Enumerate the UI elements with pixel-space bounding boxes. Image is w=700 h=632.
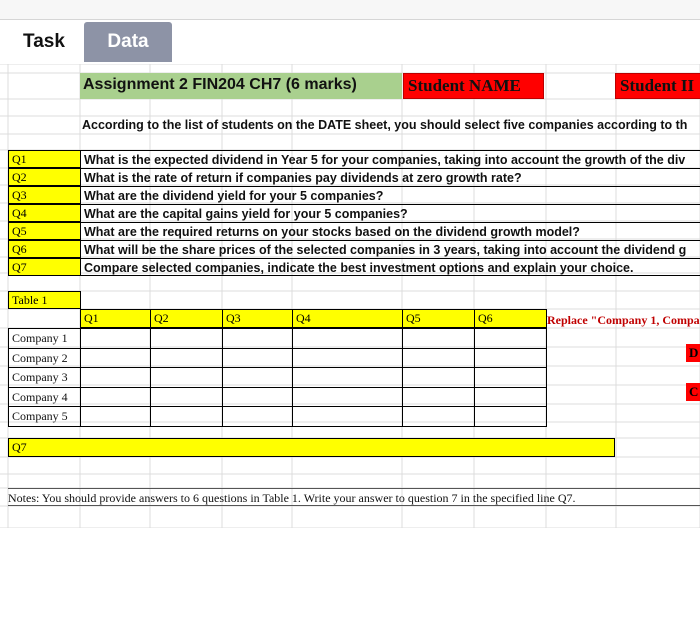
table1-cell[interactable] [402, 387, 475, 408]
student-id-cell[interactable]: Student II [615, 73, 700, 99]
table1-cell[interactable] [292, 387, 403, 408]
table1-row-label[interactable]: Company 3 [8, 367, 81, 388]
question-id[interactable]: Q5 [8, 222, 81, 240]
table1-cell[interactable] [402, 367, 475, 388]
side-cell-c[interactable]: C [686, 383, 700, 401]
table1-cell[interactable] [402, 328, 475, 349]
question-id[interactable]: Q2 [8, 168, 81, 186]
tab-data[interactable]: Data [84, 22, 172, 62]
table1-column-header[interactable]: Q2 [150, 309, 223, 328]
table1-row-label[interactable]: Company 4 [8, 387, 81, 408]
table1-cell[interactable] [150, 387, 223, 408]
table1-cell[interactable] [292, 367, 403, 388]
table1-cell[interactable] [80, 367, 151, 388]
table1-cell[interactable] [80, 328, 151, 349]
table1-cell[interactable] [222, 328, 293, 349]
table1-cell[interactable] [474, 367, 547, 388]
notes-text[interactable]: Notes: You should provide answers to 6 questions in Table 1. Write your answer to question 7 in the specified line Q7. [8, 488, 700, 506]
table1-column-header[interactable]: Q4 [292, 309, 403, 328]
table1-row-label[interactable]: Company 1 [8, 328, 81, 349]
replace-note[interactable]: Replace "Company 1, Compa [547, 313, 700, 327]
table1-cell[interactable] [292, 406, 403, 427]
table1-cell[interactable] [292, 348, 403, 369]
table1-cell[interactable] [222, 348, 293, 369]
side-cell-d[interactable]: D [686, 344, 700, 362]
table1-cell[interactable] [222, 367, 293, 388]
question-id[interactable]: Q6 [8, 240, 81, 258]
table1-cell[interactable] [474, 328, 547, 349]
table1-cell[interactable] [80, 348, 151, 369]
question-text[interactable]: What are the capital gains yield for your 5 companies? [80, 204, 700, 222]
table1-cell[interactable] [292, 328, 403, 349]
table1-cell[interactable] [474, 387, 547, 408]
table1-column-header[interactable]: Q5 [402, 309, 475, 328]
table1-column-header[interactable]: Q3 [222, 309, 293, 328]
question-id[interactable]: Q3 [8, 186, 81, 204]
question-id[interactable]: Q7 [8, 258, 81, 276]
tab-task[interactable]: Task [8, 22, 80, 62]
question-text[interactable]: What will be the share prices of the selected companies in 3 years, taking into account the dividend g [80, 240, 700, 258]
question-id[interactable]: Q1 [8, 150, 81, 168]
student-name-cell[interactable]: Student NAME [403, 73, 544, 99]
table1-row-label[interactable]: Company 5 [8, 406, 81, 427]
question-text[interactable]: What are the dividend yield for your 5 companies? [80, 186, 700, 204]
q7-answer-line[interactable] [8, 438, 615, 457]
table1-cell[interactable] [222, 387, 293, 408]
table1-column-header[interactable]: Q1 [80, 309, 151, 328]
table1-cell[interactable] [80, 387, 151, 408]
question-id[interactable]: Q4 [8, 204, 81, 222]
table1-column-header[interactable]: Q6 [474, 309, 547, 328]
question-text[interactable]: What is the rate of return if companies pay dividends at zero growth rate? [80, 168, 700, 186]
table1-label[interactable]: Table 1 [8, 291, 81, 309]
instruction-text[interactable]: According to the list of students on the DATE sheet, you should select five companies according to th [82, 118, 688, 132]
table1-cell[interactable] [150, 348, 223, 369]
table1-cell[interactable] [474, 406, 547, 427]
table1-cell[interactable] [150, 367, 223, 388]
question-text[interactable]: Compare selected companies, indicate the best investment options and explain your choice. [80, 258, 700, 276]
question-text[interactable]: What are the required returns on your stocks based on the dividend growth model? [80, 222, 700, 240]
page-title[interactable]: Assignment 2 FIN204 CH7 (6 marks) [80, 73, 402, 99]
blank-area [0, 528, 700, 632]
q7-label: Q7 [12, 440, 27, 454]
window-top-bar [0, 0, 700, 20]
question-text[interactable]: What is the expected dividend in Year 5 for your companies, taking into account the growth of the div [80, 150, 700, 168]
spreadsheet-area [0, 64, 700, 528]
table1-cell[interactable] [150, 406, 223, 427]
table1-cell[interactable] [150, 328, 223, 349]
table1-cell[interactable] [222, 406, 293, 427]
table1-cell[interactable] [402, 348, 475, 369]
table1-cell[interactable] [80, 406, 151, 427]
table1-cell[interactable] [474, 348, 547, 369]
table1-cell[interactable] [402, 406, 475, 427]
table1-row-label[interactable]: Company 2 [8, 348, 81, 369]
